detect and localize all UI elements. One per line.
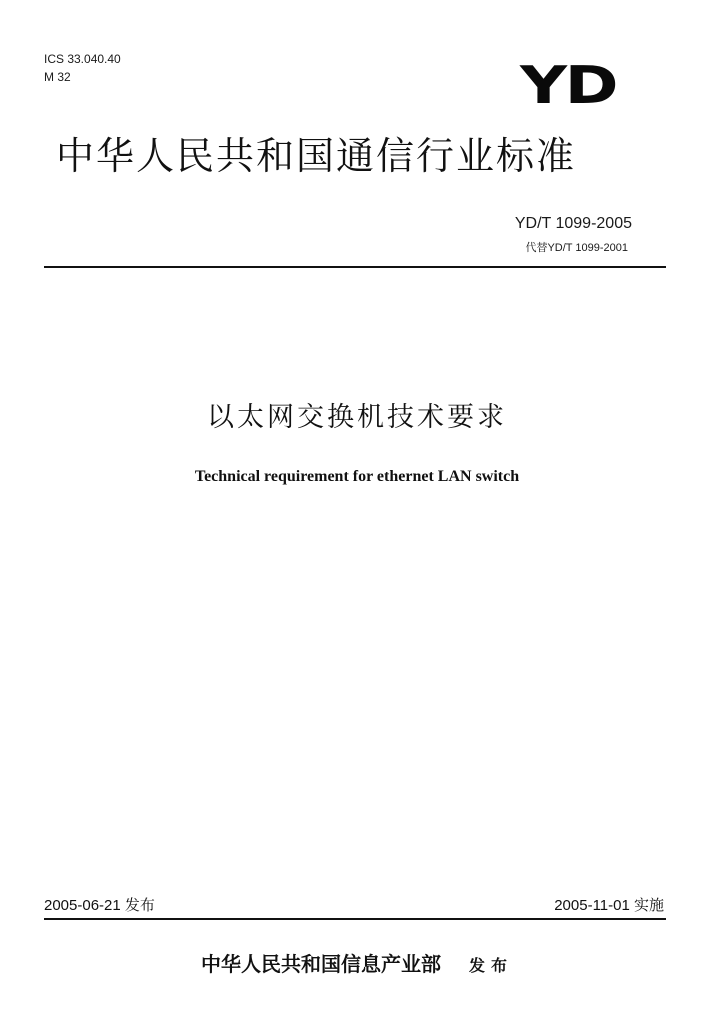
standard-number: YD/T 1099-2005 [514,215,632,232]
issuer-line [0,950,714,980]
category-code: M 32 [44,70,71,84]
document-title-english: Technical requirement for ethernet LAN switch [194,468,520,485]
yd-logo: YD [520,56,617,116]
footer-divider [44,918,666,920]
issue-label: 发布 [468,956,513,975]
standard-category-heading: 中华人民共和国通信行业标准 [56,134,577,178]
header-divider [44,266,666,268]
issue-date: 2005-06-21 发布 [44,897,155,914]
implementation-date: 2005-11-01 实施 [554,897,664,914]
issuer-name: 中华人民共和国信息产业部 [200,952,441,976]
replaces-standard: 代替YD/T 1099-2001 [525,242,628,254]
document-title-chinese: 以太网交换机技术要求 [207,402,507,433]
ics-code: ICS 33.040.40 [44,52,121,66]
classification-codes [44,50,121,86]
